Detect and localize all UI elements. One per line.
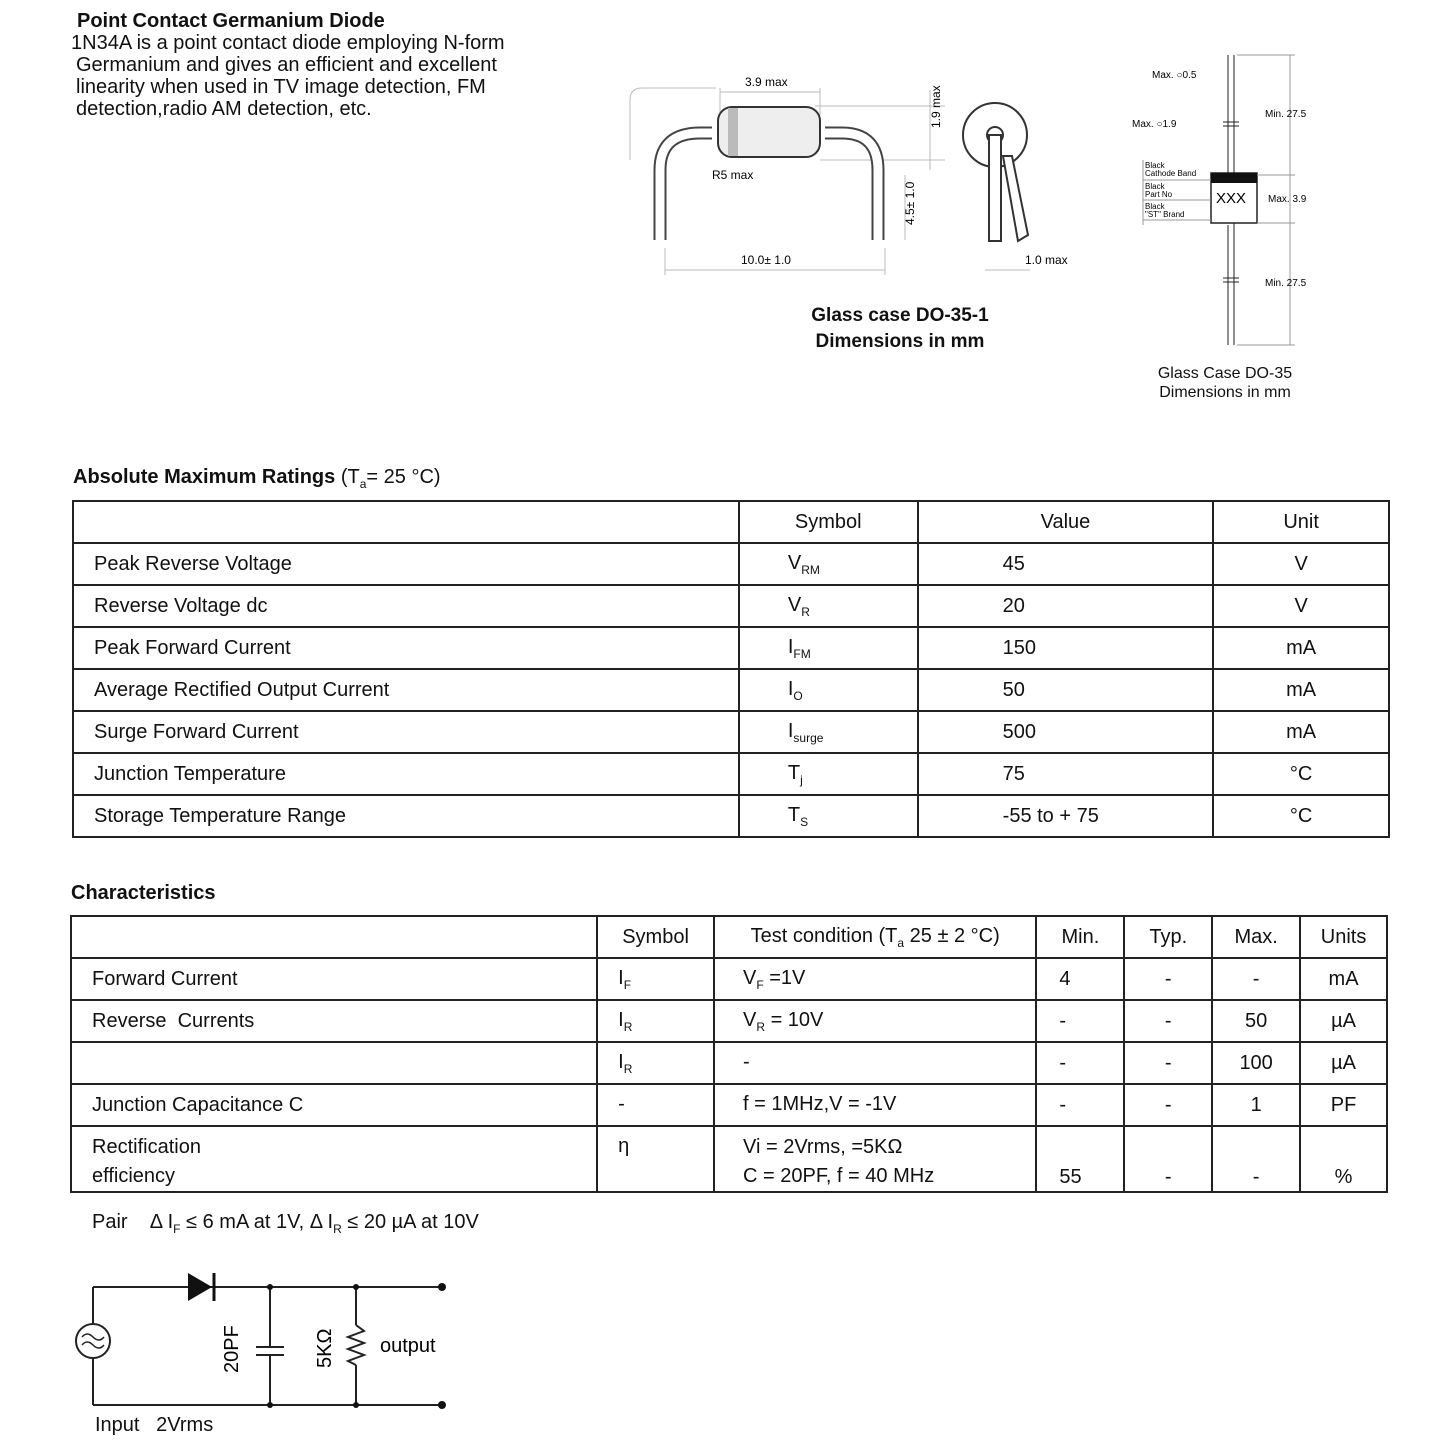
symbol-cell: [597, 1000, 714, 1042]
do35-drawing: [1125, 50, 1325, 355]
max-cell: 100: [1212, 1042, 1300, 1084]
param-cell: [71, 1042, 597, 1084]
test-suffix: 25 ± 2 °C): [904, 924, 1000, 947]
max-lead-label: Max. ○0.5: [1152, 70, 1197, 81]
page-title: Point Contact Germanium Diode: [77, 10, 385, 32]
cond-suffix: = 25 °C): [366, 466, 441, 488]
ratings-title: [73, 466, 441, 491]
value-cell: 45: [918, 543, 1214, 585]
characteristics-title: Characteristics: [71, 882, 216, 904]
do35-caption-line1: Glass Case DO-35: [1157, 365, 1293, 382]
unit-cell: mA: [1213, 669, 1389, 711]
table-row: [73, 585, 1389, 627]
header-units: Units: [1300, 916, 1387, 958]
do35-1-caption-line1: Glass case DO-35-1: [811, 305, 989, 326]
table-row: [73, 669, 1389, 711]
sym: I: [618, 1050, 624, 1073]
header-blank: [73, 501, 739, 543]
unit-cell: V: [1213, 543, 1389, 585]
header-max: Max.: [1212, 916, 1300, 958]
pair-sub2: R: [333, 1222, 342, 1236]
sym-sub: S: [800, 814, 809, 829]
sym: I: [787, 719, 794, 742]
sym-sub: R: [801, 604, 810, 619]
description: [71, 32, 591, 120]
min-cell: 4: [1036, 958, 1124, 1000]
sym-sub: R: [623, 1019, 633, 1034]
param-cell: Peak Forward Current: [73, 627, 739, 669]
sym-sub: R: [623, 1061, 633, 1076]
symbol-cell: [739, 711, 918, 753]
sym: T: [787, 761, 801, 784]
cond-line2: C = 20PF, f = 40 MHz: [743, 1165, 935, 1187]
min-bottom-label: Min. 27.5: [1265, 278, 1307, 289]
param-cell: Surge Forward Current: [73, 711, 739, 753]
resistor-label: 5KΩ: [314, 1328, 336, 1368]
sym: -: [618, 1092, 625, 1115]
sym: I: [618, 966, 624, 989]
param-cell: Forward Current: [71, 958, 597, 1000]
param-line1: Rectification: [92, 1136, 201, 1158]
unit-cell: mA: [1213, 711, 1389, 753]
input-label: Input 2Vrms: [95, 1414, 214, 1436]
cond-b: = 10V: [765, 1008, 824, 1031]
sym-sub: j: [800, 772, 803, 787]
table-row: [73, 753, 1389, 795]
ratings-title-text: Absolute Maximum Ratings: [73, 466, 336, 488]
do35-caption-line2: Dimensions in mm: [1159, 384, 1291, 401]
dim-pitch-label: 10.0± 1.0: [741, 253, 791, 267]
header-value: Value: [918, 501, 1214, 543]
max-body-label: Max. ○1.9: [1132, 119, 1177, 130]
sym: I: [787, 635, 794, 658]
param-cell: Reverse Currents: [71, 1000, 597, 1042]
ratings-table: [72, 500, 1390, 838]
symbol-cell: η: [597, 1126, 714, 1192]
unit-cell: µA: [1300, 1000, 1387, 1042]
pair-mid: ≤ 6 mA at 1V, Δ I: [180, 1211, 334, 1233]
table-row: [73, 543, 1389, 585]
capacitor-label: 20PF: [221, 1325, 243, 1373]
table-row: [73, 795, 1389, 837]
sym-sub: FM: [793, 646, 811, 661]
sym: I: [618, 1008, 624, 1031]
condition-cell: [714, 1084, 1036, 1126]
pair-note: [92, 1211, 479, 1236]
do35-1-caption: [760, 303, 1040, 355]
value-cell: 50: [918, 669, 1214, 711]
unit-cell: °C: [1213, 753, 1389, 795]
table-row: [71, 1126, 1387, 1192]
condition-cell: [714, 1000, 1036, 1042]
max-cell: -: [1212, 958, 1300, 1000]
sym-sub: surge: [793, 730, 824, 745]
table-row: [71, 958, 1387, 1000]
header-test-condition: [714, 916, 1036, 958]
cond-a: V: [743, 1008, 757, 1031]
cond-sub: a: [359, 477, 367, 491]
value-cell: 150: [918, 627, 1214, 669]
param-cell: Storage Temperature Range: [73, 795, 739, 837]
pair-prefix: Pair Δ I: [92, 1211, 174, 1233]
value-cell: 75: [918, 753, 1214, 795]
symbol-cell: [597, 958, 714, 1000]
symbol-cell: [739, 543, 918, 585]
value-cell: -55 to + 75: [918, 795, 1214, 837]
dim-lead-length-label: 4.5± 1.0: [903, 181, 917, 225]
symbol-cell: [739, 795, 918, 837]
value-cell: 500: [918, 711, 1214, 753]
ratings-condition: [340, 466, 441, 491]
param-cell: Junction Capacitance C: [71, 1084, 597, 1126]
dim-body-label: 3.9 max: [745, 75, 788, 89]
brand-label-1: Black: [1145, 202, 1165, 211]
typ-cell: -: [1124, 1084, 1212, 1126]
test-prefix: Test condition (T: [750, 924, 898, 947]
value-cell: 20: [918, 585, 1214, 627]
param-cell: Average Rectified Output Current: [73, 669, 739, 711]
typ-cell: -: [1124, 958, 1212, 1000]
table-row: [73, 711, 1389, 753]
description-line: 1N34A is a point contact diode employing N-form: [71, 32, 505, 54]
cond-b: =1V: [763, 966, 806, 989]
cond-a: f = 1MHz,V = -1V: [743, 1092, 897, 1115]
description-line: Germanium and gives an efficient and excellent: [76, 54, 497, 76]
part-label-1: Black: [1145, 182, 1165, 191]
condition-cell: [714, 1126, 1036, 1192]
sym: V: [787, 593, 802, 616]
unit-cell: °C: [1213, 795, 1389, 837]
unit-cell: mA: [1213, 627, 1389, 669]
sym: V: [787, 551, 802, 574]
cathode-label-2: Cathode Band: [1145, 169, 1197, 178]
table-row: [73, 627, 1389, 669]
cond-prefix: (T: [340, 466, 360, 488]
unit-cell: µA: [1300, 1042, 1387, 1084]
sym-sub: RM: [801, 562, 820, 577]
sym: I: [787, 677, 794, 700]
diode-icon: [188, 1273, 212, 1301]
table-header-row: [73, 501, 1389, 543]
header-symbol: Symbol: [597, 916, 714, 958]
pair-suffix: ≤ 20 µA at 10V: [341, 1211, 479, 1233]
ac-source-icon: [76, 1324, 110, 1358]
param-cell: Junction Temperature: [73, 753, 739, 795]
do35-caption: [1120, 364, 1330, 402]
do35-1-caption-line2: Dimensions in mm: [815, 331, 985, 352]
sym-sub: O: [793, 688, 803, 703]
unit-cell: V: [1213, 585, 1389, 627]
condition-cell: [714, 1042, 1036, 1084]
table-row: [71, 1000, 1387, 1042]
unit-cell: PF: [1300, 1084, 1387, 1126]
max-cell: -: [1212, 1126, 1300, 1192]
max-cell: 50: [1212, 1000, 1300, 1042]
dim-radius-label: R5 max: [712, 168, 754, 182]
marking-label: XXX: [1216, 190, 1247, 207]
symbol-cell: [739, 669, 918, 711]
min-cell: -: [1036, 1084, 1124, 1126]
min-cell: -: [1036, 1042, 1124, 1084]
min-cell: 55: [1036, 1126, 1124, 1192]
part-label-2: Part No: [1145, 190, 1173, 199]
min-top-label: Min. 27.5: [1265, 109, 1307, 120]
do35-1-drawing: [620, 60, 1100, 280]
cond-sub: R: [756, 1019, 766, 1034]
unit-cell: %: [1300, 1126, 1387, 1192]
condition-cell: [714, 958, 1036, 1000]
description-line: linearity when used in TV image detection, FM: [76, 76, 486, 98]
dim-height-label: 1.9 max: [929, 85, 943, 128]
cond-a: -: [743, 1050, 750, 1073]
cathode-label-1: Black: [1145, 161, 1165, 170]
brand-label-2: "ST" Brand: [1145, 210, 1185, 219]
symbol-cell: [597, 1084, 714, 1126]
min-cell: -: [1036, 1000, 1124, 1042]
test-sub: a: [897, 935, 905, 950]
unit-cell: mA: [1300, 958, 1387, 1000]
dim-lead-dia-label: 1.0 max: [1025, 253, 1068, 267]
param-line2: efficiency: [92, 1165, 176, 1187]
table-row: [71, 1042, 1387, 1084]
cond-line1: Vi = 2Vrms, =5KΩ: [743, 1136, 903, 1158]
sym: T: [787, 803, 801, 826]
max-cell: 1: [1212, 1084, 1300, 1126]
typ-cell: -: [1124, 1000, 1212, 1042]
symbol-cell: [739, 753, 918, 795]
cond-a: V: [743, 966, 757, 989]
param-cell: Peak Reverse Voltage: [73, 543, 739, 585]
description-line: detection,radio AM detection, etc.: [76, 98, 372, 120]
header-unit: Unit: [1213, 501, 1389, 543]
table-row: [71, 1084, 1387, 1126]
symbol-cell: [739, 585, 918, 627]
characteristics-table: [70, 915, 1388, 1193]
max-len-label: Max. 3.9: [1268, 194, 1307, 205]
header-blank: [71, 916, 597, 958]
sym-sub: F: [623, 977, 632, 992]
cond-sub: F: [756, 977, 764, 992]
header-min: Min.: [1036, 916, 1124, 958]
output-label: output: [380, 1335, 436, 1357]
table-header-row: [71, 916, 1387, 958]
typ-cell: -: [1124, 1042, 1212, 1084]
symbol-cell: [739, 627, 918, 669]
header-symbol: Symbol: [739, 501, 918, 543]
typ-cell: -: [1124, 1126, 1212, 1192]
param-cell: Reverse Voltage dc: [73, 585, 739, 627]
header-typ: Typ.: [1124, 916, 1212, 958]
symbol-cell: [597, 1042, 714, 1084]
param-cell: [71, 1126, 597, 1192]
pair-sub1: F: [173, 1222, 181, 1236]
